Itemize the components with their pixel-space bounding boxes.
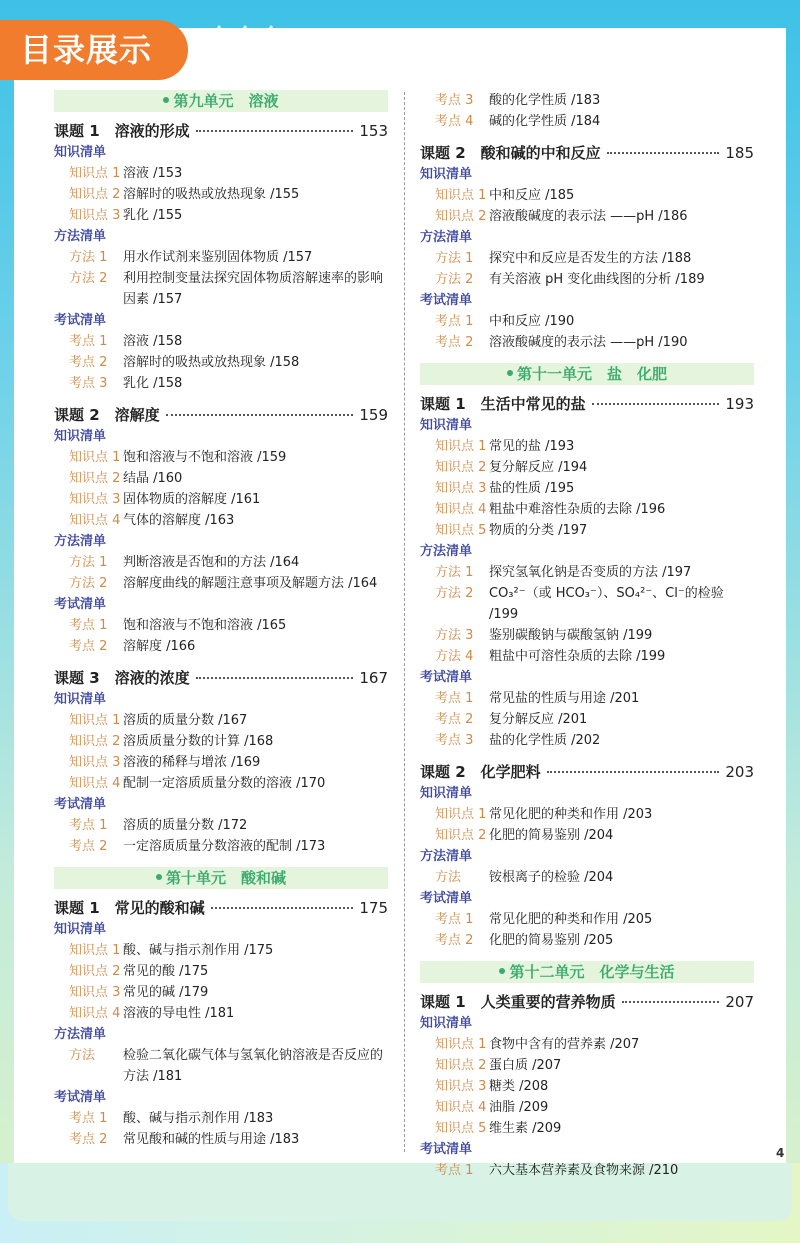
toc-item-key: 知识点 2 [435, 460, 487, 475]
toc-item-key: 知识点 3 [69, 492, 121, 507]
toc-item-key: 知识点 1 [69, 943, 121, 958]
dot-leader [211, 907, 354, 909]
lesson-entry[interactable] [420, 761, 754, 783]
toc-item-text: 溶解时的吸热或放热现象 /155 [123, 187, 300, 202]
toc-item[interactable] [420, 1097, 754, 1118]
toc-item[interactable] [420, 269, 754, 290]
toc-item[interactable] [54, 773, 388, 794]
toc-item-key: 知识点 4 [69, 776, 121, 791]
toc-item-text: 溶质质量分数的计算 /168 [123, 734, 274, 749]
toc-item-key: 知识点 3 [69, 985, 121, 1000]
lesson-title: 课题 2 溶解度 [54, 406, 160, 424]
toc-item-key: 考点 2 [69, 355, 108, 370]
toc-item[interactable] [420, 804, 754, 825]
dot-leader [592, 403, 720, 405]
toc-item[interactable] [54, 1003, 388, 1024]
toc-item-text: 酸、碱与指示剂作用 /175 [123, 943, 274, 958]
toc-item[interactable] [420, 825, 754, 846]
toc-item-key: 考点 2 [435, 335, 474, 350]
spacer [420, 951, 754, 961]
wave-decoration-icon [206, 22, 296, 82]
toc-item-key: 考点 1 [435, 912, 474, 927]
lesson-entry[interactable] [54, 897, 388, 919]
section-category: 知识清单 [54, 145, 107, 160]
toc-item-text: 中和反应 /190 [489, 314, 575, 329]
toc-item[interactable] [420, 867, 754, 888]
toc-item[interactable] [54, 205, 388, 226]
toc-item[interactable] [54, 489, 388, 510]
toc-item[interactable] [420, 206, 754, 227]
section-category: 方法清单 [420, 544, 473, 559]
section-category: 方法清单 [54, 1027, 107, 1042]
toc-item-key: 方法 [435, 870, 462, 885]
toc-item-key: 知识点 2 [435, 828, 487, 843]
toc-item-key: 考点 1 [69, 334, 108, 349]
section-category: 考试清单 [420, 293, 473, 308]
section-category: 考试清单 [54, 797, 107, 812]
lesson-entry[interactable] [420, 393, 754, 415]
toc-item[interactable] [420, 1055, 754, 1076]
toc-item-text: 用水作试剂来鉴别固体物质 /157 [123, 250, 313, 265]
lesson-title: 课题 2 酸和碱的中和反应 [420, 144, 601, 162]
section-category: 知识清单 [420, 167, 473, 182]
toc-item-key: 知识点 5 [435, 523, 487, 538]
toc-item-text: 糖类 /208 [489, 1079, 549, 1094]
lesson-title: 课题 1 常见的酸和碱 [54, 899, 205, 917]
unit-heading [420, 961, 754, 983]
toc-item-text: 常见的盐 /193 [489, 439, 575, 454]
toc-item[interactable] [420, 90, 754, 111]
toc-item[interactable] [54, 373, 388, 394]
toc-item-text: 常见盐的性质与用途 /201 [489, 691, 640, 706]
toc-item-text: 盐的化学性质 /202 [489, 733, 601, 748]
page-title: 目录展示 [0, 20, 188, 80]
section-category: 知识清单 [54, 429, 107, 444]
lesson-page-number: 167 [359, 669, 388, 687]
toc-item-text: 粗盐中可溶性杂质的去除 /199 [489, 649, 666, 664]
toc-item-text: 碱的化学性质 /184 [489, 114, 601, 129]
toc-item-key: 知识点 1 [435, 188, 487, 203]
toc-item-text: 化肥的简易鉴别 /205 [489, 933, 614, 948]
toc-item-text: CO₃²⁻（或 HCO₃⁻）、SO₄²⁻、Cl⁻的检验 /199 [489, 586, 724, 622]
toc-item-key: 知识点 3 [69, 208, 121, 223]
toc-item[interactable] [54, 1108, 388, 1129]
toc-item-text: 配制一定溶质质量分数的溶液 /170 [123, 776, 326, 791]
toc-item[interactable] [54, 163, 388, 184]
toc-item-text: 利用控制变量法探究固体物质溶解速率的影响因素 /157 [123, 271, 384, 307]
toc-item[interactable] [54, 247, 388, 268]
toc-item-key: 考点 2 [69, 839, 108, 854]
toc-item-key: 方法 2 [69, 271, 108, 286]
toc-item-key: 知识点 1 [69, 450, 121, 465]
unit-heading [54, 867, 388, 889]
toc-item-text: 溶解度曲线的解题注意事项及解题方法 /164 [123, 576, 378, 591]
section-category: 考试清单 [54, 313, 107, 328]
toc-item-text: 常见化肥的种类和作用 /205 [489, 912, 653, 927]
toc-item-key: 方法 1 [69, 250, 108, 265]
toc-item-key: 知识点 2 [435, 1058, 487, 1073]
page-number: 4 [776, 1146, 785, 1160]
toc-item[interactable] [54, 940, 388, 961]
toc-item-text: 判断溶液是否饱和的方法 /164 [123, 555, 300, 570]
toc-item-text: 溶质的质量分数 /167 [123, 713, 248, 728]
lesson-page-number: 203 [725, 763, 754, 781]
toc-item-key: 方法 3 [435, 628, 474, 643]
dot-leader [547, 771, 720, 773]
toc-item-key: 知识点 4 [69, 513, 121, 528]
toc-item-text: 粗盐中难溶性杂质的去除 /196 [489, 502, 666, 517]
toc-item[interactable] [420, 332, 754, 353]
unit-title: 第十单元 酸和碱 [165, 869, 286, 887]
bullet-dot-icon [163, 97, 169, 103]
toc-item-text: 溶液 /153 [123, 166, 183, 181]
toc-item-text: 复分解反应 /194 [489, 460, 588, 475]
toc-item-key: 考点 1 [435, 1163, 474, 1178]
toc-item[interactable] [54, 961, 388, 982]
toc-item-text: 饱和溶液与不饱和溶液 /165 [123, 618, 287, 633]
section-category: 知识清单 [54, 692, 107, 707]
lesson-title: 课题 1 生活中常见的盐 [420, 395, 586, 413]
toc-item[interactable] [54, 710, 388, 731]
bullet-dot-icon [156, 874, 162, 880]
toc-item-text: 溶液酸碱度的表示法 ——pH /186 [489, 209, 688, 224]
toc-item-text: 溶液的导电性 /181 [123, 1006, 235, 1021]
toc-item-text: 气体的溶解度 /163 [123, 513, 235, 528]
toc-item-key: 知识点 1 [435, 807, 487, 822]
toc-item-key: 考点 1 [69, 818, 108, 833]
toc-item-text: 中和反应 /185 [489, 188, 575, 203]
toc-item-text: 盐的性质 /195 [489, 481, 575, 496]
toc-item-key: 知识点 1 [435, 439, 487, 454]
lesson-title: 课题 1 溶液的形成 [54, 122, 190, 140]
toc-item[interactable] [420, 1034, 754, 1055]
toc-item[interactable] [420, 1076, 754, 1097]
toc-item-key: 知识点 2 [435, 209, 487, 224]
dot-leader [622, 1001, 720, 1003]
toc-item-key: 知识点 2 [69, 964, 121, 979]
toc-item-key: 方法 1 [435, 565, 474, 580]
toc-item-key: 考点 1 [69, 1111, 108, 1126]
toc-item[interactable] [420, 625, 754, 646]
lesson-page-number: 153 [359, 122, 388, 140]
lesson-entry[interactable] [420, 142, 754, 164]
section-category: 方法清单 [54, 534, 107, 549]
toc-item-text: 常见的碱 /179 [123, 985, 209, 1000]
section-category: 知识清单 [54, 922, 107, 937]
toc-item-key: 方法 1 [69, 555, 108, 570]
toc-item[interactable] [420, 646, 754, 667]
toc-item-text: 复分解反应 /201 [489, 712, 588, 727]
toc-item-key: 方法 2 [435, 586, 474, 601]
toc-item-key: 考点 2 [435, 933, 474, 948]
spacer [420, 132, 754, 142]
section-category: 考试清单 [420, 670, 473, 685]
toc-item[interactable] [420, 909, 754, 930]
toc-item[interactable] [420, 111, 754, 132]
lesson-title: 课题 1 人类重要的营养物质 [420, 993, 616, 1011]
unit-title: 第十一单元 盐 化肥 [516, 365, 667, 383]
toc-item-text: 溶解度 /166 [123, 639, 196, 654]
toc-item-key: 考点 2 [69, 639, 108, 654]
section-category: 考试清单 [54, 597, 107, 612]
toc-item-text: 乳化 /155 [123, 208, 183, 223]
toc-item[interactable] [54, 815, 388, 836]
toc-item-key: 考点 4 [435, 114, 474, 129]
lesson-page-number: 185 [725, 144, 754, 162]
toc-item[interactable] [420, 709, 754, 730]
dot-leader [196, 677, 354, 679]
toc-item-text: 溶液 /158 [123, 334, 183, 349]
toc-item[interactable] [54, 752, 388, 773]
section-category: 考试清单 [54, 1090, 107, 1105]
unit-title: 第十二单元 化学与生活 [509, 963, 675, 981]
toc-item-text: 探究中和反应是否发生的方法 /188 [489, 251, 692, 266]
toc-item-text: 食物中含有的营养素 /207 [489, 1037, 640, 1052]
toc-item-key: 知识点 4 [435, 1100, 487, 1115]
toc-item[interactable] [420, 185, 754, 206]
toc-item-text: 检验二氧化碳气体与氢氧化钠溶液是否反应的方法 /181 [123, 1048, 384, 1084]
spacer [54, 657, 388, 667]
spacer [420, 751, 754, 761]
toc-item-text: 溶解时的吸热或放热现象 /158 [123, 355, 300, 370]
lesson-page-number: 175 [359, 899, 388, 917]
toc-item-key: 考点 3 [435, 733, 474, 748]
toc-item-key: 考点 3 [435, 93, 474, 108]
toc-item[interactable] [54, 331, 388, 352]
dot-leader [166, 414, 354, 416]
toc-item[interactable] [420, 478, 754, 499]
toc-item[interactable] [54, 636, 388, 657]
toc-item-key: 考点 2 [69, 1132, 108, 1147]
toc-item-text: 油脂 /209 [489, 1100, 549, 1115]
toc-item-text: 乳化 /158 [123, 376, 183, 391]
toc-item[interactable] [54, 573, 388, 594]
toc-item[interactable] [54, 184, 388, 205]
toc-item[interactable] [420, 1160, 754, 1181]
section-category: 知识清单 [420, 1016, 473, 1031]
lesson-page-number: 159 [359, 406, 388, 424]
section-category: 方法清单 [420, 849, 473, 864]
toc-item-text: 溶液酸碱度的表示法 ——pH /190 [489, 335, 688, 350]
toc-item-text: 蛋白质 /207 [489, 1058, 562, 1073]
toc-left-column [54, 90, 388, 1150]
toc-item-text: 维生素 /209 [489, 1121, 562, 1136]
toc-item[interactable] [54, 510, 388, 531]
toc-item-key: 方法 2 [69, 576, 108, 591]
toc-item-key: 知识点 4 [69, 1006, 121, 1021]
toc-item-key: 知识点 1 [69, 713, 121, 728]
toc-item-text: 化肥的简易鉴别 /204 [489, 828, 614, 843]
toc-item[interactable] [420, 562, 754, 583]
toc-item[interactable] [420, 1118, 754, 1139]
lesson-entry[interactable] [54, 667, 388, 689]
dot-leader [196, 130, 354, 132]
section-category: 方法清单 [54, 229, 107, 244]
toc-item-key: 考点 1 [435, 314, 474, 329]
toc-item[interactable] [54, 1045, 388, 1087]
unit-heading [420, 363, 754, 385]
toc-item[interactable] [420, 499, 754, 520]
section-category: 知识清单 [420, 786, 473, 801]
toc-item[interactable] [54, 836, 388, 857]
toc-item-text: 常见酸和碱的性质与用途 /183 [123, 1132, 300, 1147]
lesson-title: 课题 2 化学肥料 [420, 763, 541, 781]
section-category: 知识清单 [420, 418, 473, 433]
toc-item-key: 知识点 1 [435, 1037, 487, 1052]
toc-item-text: 探究氢氧化钠是否变质的方法 /197 [489, 565, 692, 580]
column-divider [404, 92, 405, 1152]
dot-leader [607, 152, 720, 154]
toc-item-text: 鉴别碳酸钠与碳酸氢钠 /199 [489, 628, 653, 643]
toc-item[interactable] [54, 268, 388, 310]
lesson-entry[interactable] [54, 404, 388, 426]
lesson-page-number: 207 [725, 993, 754, 1011]
toc-item-key: 考点 1 [435, 691, 474, 706]
toc-item-key: 知识点 3 [435, 1079, 487, 1094]
toc-item-key: 知识点 2 [69, 187, 121, 202]
toc-item-key: 知识点 2 [69, 734, 121, 749]
toc-item-text: 常见的酸 /175 [123, 964, 209, 979]
toc-item-text: 铵根离子的检验 /204 [489, 870, 614, 885]
toc-item-text: 固体物质的溶解度 /161 [123, 492, 261, 507]
lesson-entry[interactable] [54, 120, 388, 142]
unit-title: 第九单元 溶液 [173, 92, 279, 110]
toc-item-key: 知识点 3 [69, 755, 121, 770]
lesson-entry[interactable] [420, 991, 754, 1013]
toc-item-text: 六大基本营养素及食物来源 /210 [489, 1163, 679, 1178]
toc-item[interactable] [420, 520, 754, 541]
toc-item[interactable] [420, 730, 754, 751]
toc-item-key: 考点 1 [69, 618, 108, 633]
toc-item-text: 饱和溶液与不饱和溶液 /159 [123, 450, 287, 465]
toc-item[interactable] [54, 982, 388, 1003]
section-category: 考试清单 [420, 891, 473, 906]
section-category: 考试清单 [420, 1142, 473, 1157]
toc-right-column [420, 90, 754, 1181]
toc-item-key: 方法 1 [435, 251, 474, 266]
toc-item[interactable] [54, 615, 388, 636]
toc-item[interactable] [54, 468, 388, 489]
toc-item-key: 知识点 5 [435, 1121, 487, 1136]
toc-item-text: 一定溶质质量分数溶液的配制 /173 [123, 839, 326, 854]
toc-item[interactable] [420, 311, 754, 332]
toc-item-key: 方法 4 [435, 649, 474, 664]
toc-item[interactable] [54, 552, 388, 573]
toc-item-key: 方法 [69, 1048, 96, 1063]
toc-item[interactable] [420, 688, 754, 709]
spacer [54, 394, 388, 404]
toc-item-text: 常见化肥的种类和作用 /203 [489, 807, 653, 822]
toc-item-text: 物质的分类 /197 [489, 523, 588, 538]
lesson-page-number: 193 [725, 395, 754, 413]
bullet-dot-icon [499, 968, 505, 974]
toc-item-key: 方法 2 [435, 272, 474, 287]
toc-item-key: 考点 3 [69, 376, 108, 391]
toc-item[interactable] [420, 457, 754, 478]
toc-item-key: 知识点 2 [69, 471, 121, 486]
toc-item-text: 有关溶液 pH 变化曲线图的分析 /189 [489, 272, 705, 287]
toc-item-key: 知识点 3 [435, 481, 487, 496]
toc-item[interactable] [420, 248, 754, 269]
toc-item-key: 知识点 4 [435, 502, 487, 517]
toc-item-text: 溶液的稀释与增浓 /169 [123, 755, 261, 770]
toc-item[interactable] [420, 436, 754, 457]
toc-item-text: 酸、碱与指示剂作用 /183 [123, 1111, 274, 1126]
spacer [420, 353, 754, 363]
toc-item-text: 结晶 /160 [123, 471, 183, 486]
unit-heading [54, 90, 388, 112]
toc-item[interactable] [420, 930, 754, 951]
toc-item-text: 溶质的质量分数 /172 [123, 818, 248, 833]
toc-item[interactable] [54, 731, 388, 752]
toc-item[interactable] [420, 583, 754, 625]
toc-item[interactable] [54, 352, 388, 373]
section-category: 方法清单 [420, 230, 473, 245]
spacer [54, 857, 388, 867]
dots-decoration-icon [512, 28, 642, 68]
toc-item-text: 酸的化学性质 /183 [489, 93, 601, 108]
bullet-dot-icon [507, 370, 513, 376]
lesson-title: 课题 3 溶液的浓度 [54, 669, 190, 687]
toc-item[interactable] [54, 447, 388, 468]
toc-item[interactable] [54, 1129, 388, 1150]
toc-item-key: 知识点 1 [69, 166, 121, 181]
toc-item-key: 考点 2 [435, 712, 474, 727]
